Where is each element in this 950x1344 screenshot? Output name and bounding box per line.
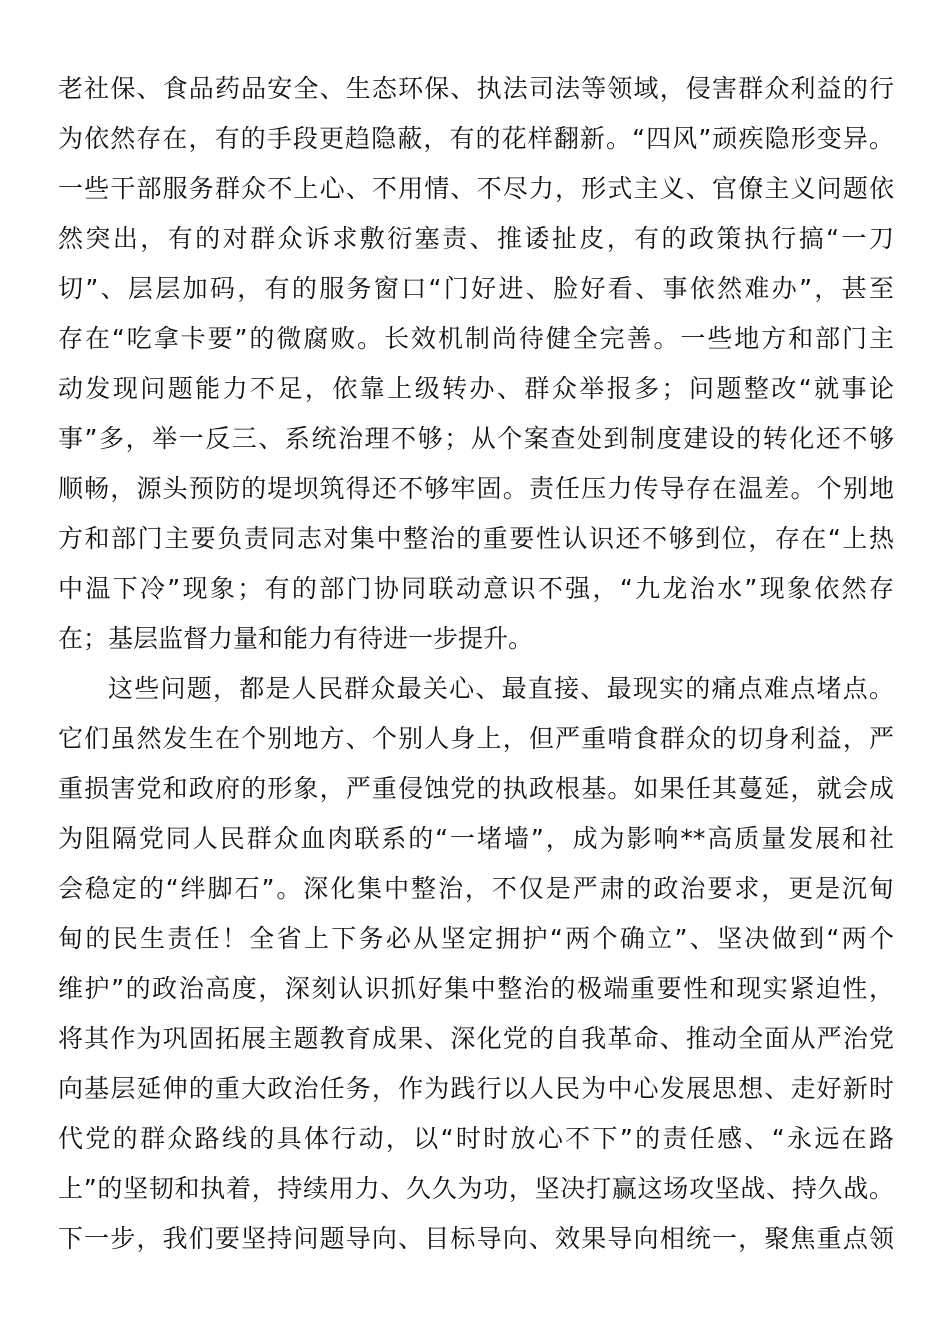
text-line: 向基层延伸的重大政治任务，作为践行以人民为中心发展思想、走好新时 — [58, 1074, 894, 1103]
text-line: 切”、层层加码，有的服务窗口“门好进、脸好看、事依然难办”，甚至 — [58, 274, 894, 303]
text-line: 老社保、食品药品安全、生态环保、执法司法等领域，侵害群众利益的行 — [58, 74, 894, 103]
text-line: 重损害党和政府的形象，严重侵蚀党的执政根基。如果任其蔓延，就会成 — [58, 774, 894, 803]
text-line: 下一步，我们要坚持问题导向、目标导向、效果导向相统一，聚焦重点领 — [58, 1224, 894, 1253]
text-line: 将其作为巩固拓展主题教育成果、深化党的自我革命、推动全面从严治党 — [58, 1024, 894, 1053]
paragraph-start-line: 这些问题，都是人民群众最关心、最直接、最现实的痛点难点堵点。 — [108, 674, 894, 703]
text-line: 维护”的政治高度，深刻认识抓好集中整治的极端重要性和现实紧迫性， — [58, 974, 894, 1003]
text-line: 上”的坚韧和执着，持续用力、久久为功，坚决打赢这场攻坚战、持久战。 — [58, 1174, 894, 1203]
text-line: 在；基层监督力量和能力有待进一步提升。 — [58, 624, 534, 653]
text-line: 一些干部服务群众不上心、不用情、不尽力，形式主义、官僚主义问题依 — [58, 174, 894, 203]
text-line: 代党的群众路线的具体行动，以“时时放心不下”的责任感、“永远在路 — [58, 1124, 894, 1153]
text-line: 然突出，有的对群众诉求敷衍塞责、推诿扯皮，有的政策执行搞“一刀 — [58, 224, 894, 253]
text-line: 甸的民生责任！全省上下务必从坚定拥护“两个确立”、坚决做到“两个 — [58, 924, 894, 953]
text-line: 事”多，举一反三、系统治理不够；从个案查处到制度建设的转化还不够 — [58, 424, 894, 453]
text-line: 它们虽然发生在个别地方、个别人身上，但严重啃食群众的切身利益，严 — [58, 724, 894, 753]
body-text — [58, 64, 894, 1264]
text-line: 动发现问题能力不足，依靠上级转办、群众举报多；问题整改“就事论 — [58, 374, 894, 403]
text-line: 为依然存在，有的手段更趋隐蔽，有的花样翻新。“四风”顽疾隐形变异。 — [58, 124, 894, 153]
text-line: 存在“吃拿卡要”的微腐败。长效机制尚待健全完善。一些地方和部门主 — [58, 324, 894, 353]
text-line: 中温下冷”现象；有的部门协同联动意识不强，“九龙治水”现象依然存 — [58, 574, 894, 603]
text-line: 方和部门主要负责同志对集中整治的重要性认识还不够到位，存在“上热 — [58, 524, 894, 553]
text-line: 会稳定的“绊脚石”。深化集中整治，不仅是严肃的政治要求，更是沉甸 — [58, 874, 894, 903]
text-line: 为阻隔党同人民群众血肉联系的“一堵墙”，成为影响**高质量发展和社 — [58, 824, 894, 853]
text-line: 顺畅，源头预防的堤坝筑得还不够牢固。责任压力传导存在温差。个别地 — [58, 474, 894, 503]
